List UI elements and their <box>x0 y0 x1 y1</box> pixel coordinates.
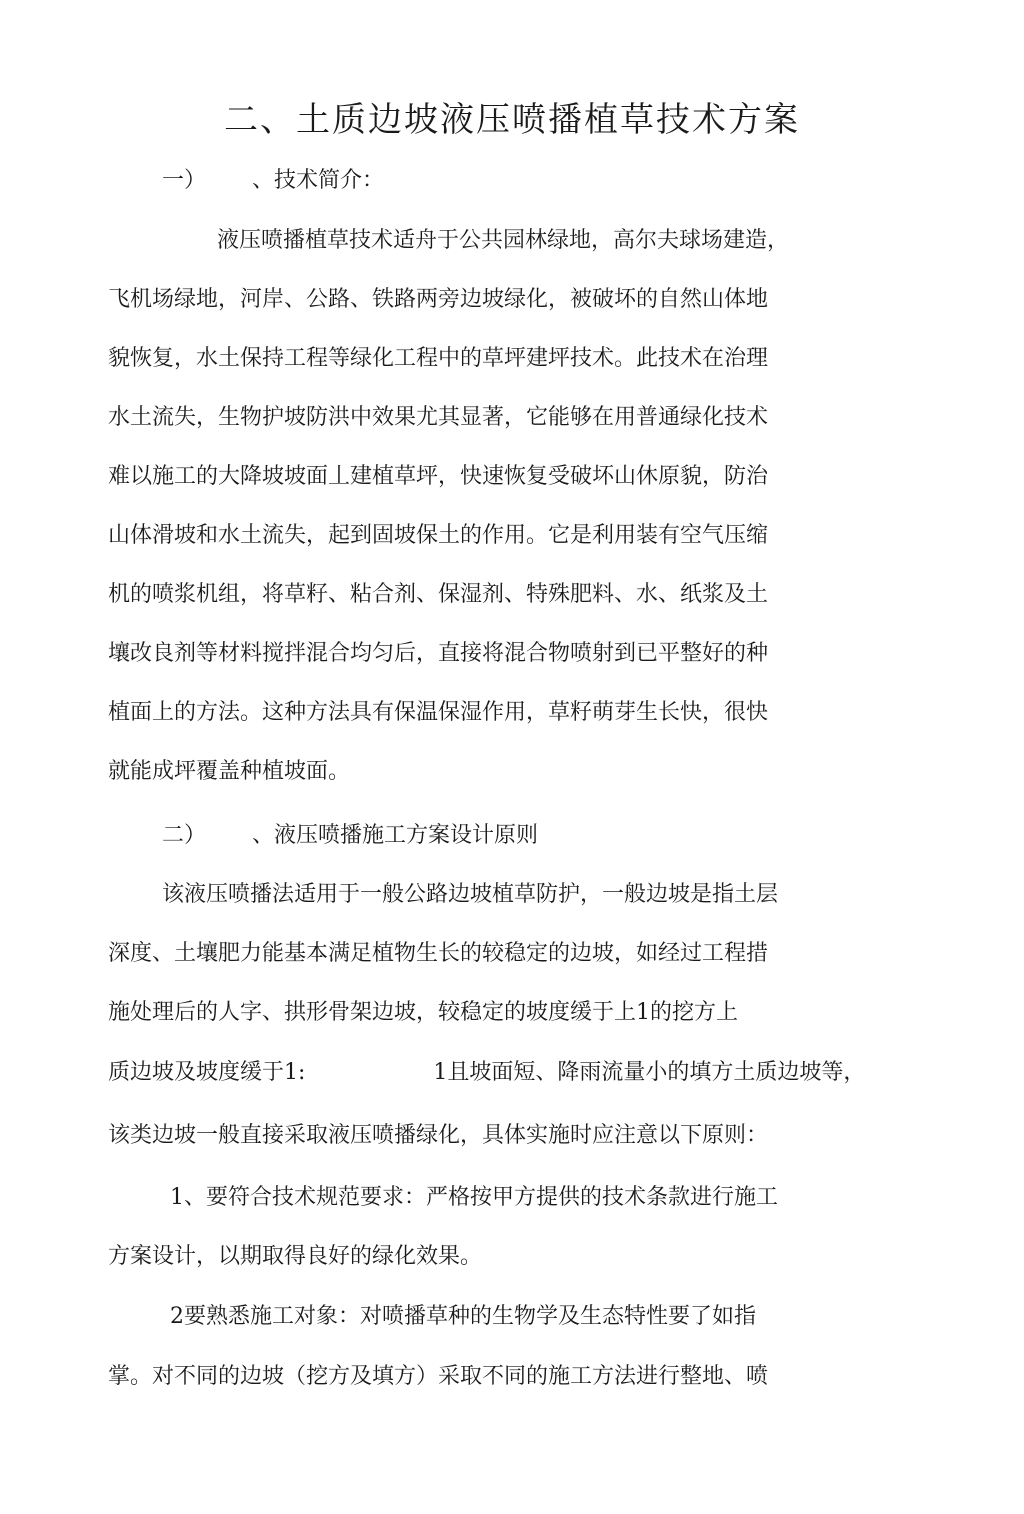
page-title: 二、土质边坡液压喷播植草技术方案 <box>224 100 800 140</box>
split-line-right: 1且坡面短、降雨流量小的填方土质边坡等， <box>433 1060 866 1085</box>
paragraph-line: 该液压喷播法适用于一般公路边坡植草防护，一般边坡是指土层 <box>162 882 779 907</box>
principle-1-line: 方案设计，以期取得良好的绿化效果。 <box>108 1244 483 1269</box>
paragraph-line: 水土流失，生物护坡防洪中效果尤其显著，它能够在用普通绿化技术 <box>108 405 769 430</box>
paragraph-line-split <box>108 1058 865 1088</box>
section1-heading-text: 、技术简介： <box>252 168 385 193</box>
principle-2-line: 掌。对不同的边坡（挖方及填方）采取不同的施工方法进行整地、喷 <box>108 1364 769 1389</box>
paragraph-line: 机的喷浆机组，将草籽、粘合剂、保湿剂、特殊肥料、水、纸浆及土 <box>108 582 769 607</box>
paragraph-line: 难以施工的大降坡坡面丄建植草坪，快速恢复受破坏山休原貌，防治 <box>108 464 769 489</box>
principle-1-line: 1、要符合技术规范要求：严格按甲方提供的技术条款进行施工 <box>170 1185 778 1210</box>
section1-heading <box>162 166 384 196</box>
paragraph-line: 深度、土壤肥力能基本满足植物生长的较稳定的边坡，如经过工程措 <box>108 941 769 966</box>
paragraph-line: 就能成坪覆盖种植坡面。 <box>108 759 351 784</box>
paragraph-line: 液压喷播植草技术适舟于公共园林绿地，高尔夫球场建造， <box>217 228 790 253</box>
paragraph-line: 山体滑坡和水土流失，起到固坡保土的作用。它是利用装有空气压缩 <box>108 523 769 548</box>
paragraph-line: 壤改良剂等材料搅拌混合均匀后，直接将混合物喷射到已平整好的种 <box>108 641 769 666</box>
paragraph-line: 该类边坡一般直接采取液压喷播绿化，具体实施时应注意以下原则： <box>108 1123 769 1148</box>
section2-heading <box>162 821 538 851</box>
paragraph-line: 施处理后的人字、拱形骨架边坡，较稳定的坡度缓于上1的挖方上 <box>108 1000 738 1025</box>
paragraph-line: 飞机场绿地，河岸、公路、铁路两旁边坡绿化，被破坏的自然山体地 <box>108 287 769 312</box>
paragraph-line: 貌恢复，水土保持工程等绿化工程中的草坪建坪技术。此技术在治理 <box>108 346 769 371</box>
section2-number: 二） <box>162 823 207 848</box>
paragraph-line: 植面上的方法。这种方法具有保温保湿作用，草籽萌芽生长快，很快 <box>108 700 769 725</box>
section1-number: 一） <box>162 168 207 193</box>
split-line-left: 质边坡及坡度缓于1: <box>108 1060 306 1085</box>
section2-heading-text: 、液压喷播施工方案设计原则 <box>252 823 539 848</box>
principle-2-line: 2要熟悉施工对象：对喷播草种的生物学及生态特性要了如指 <box>170 1304 756 1329</box>
